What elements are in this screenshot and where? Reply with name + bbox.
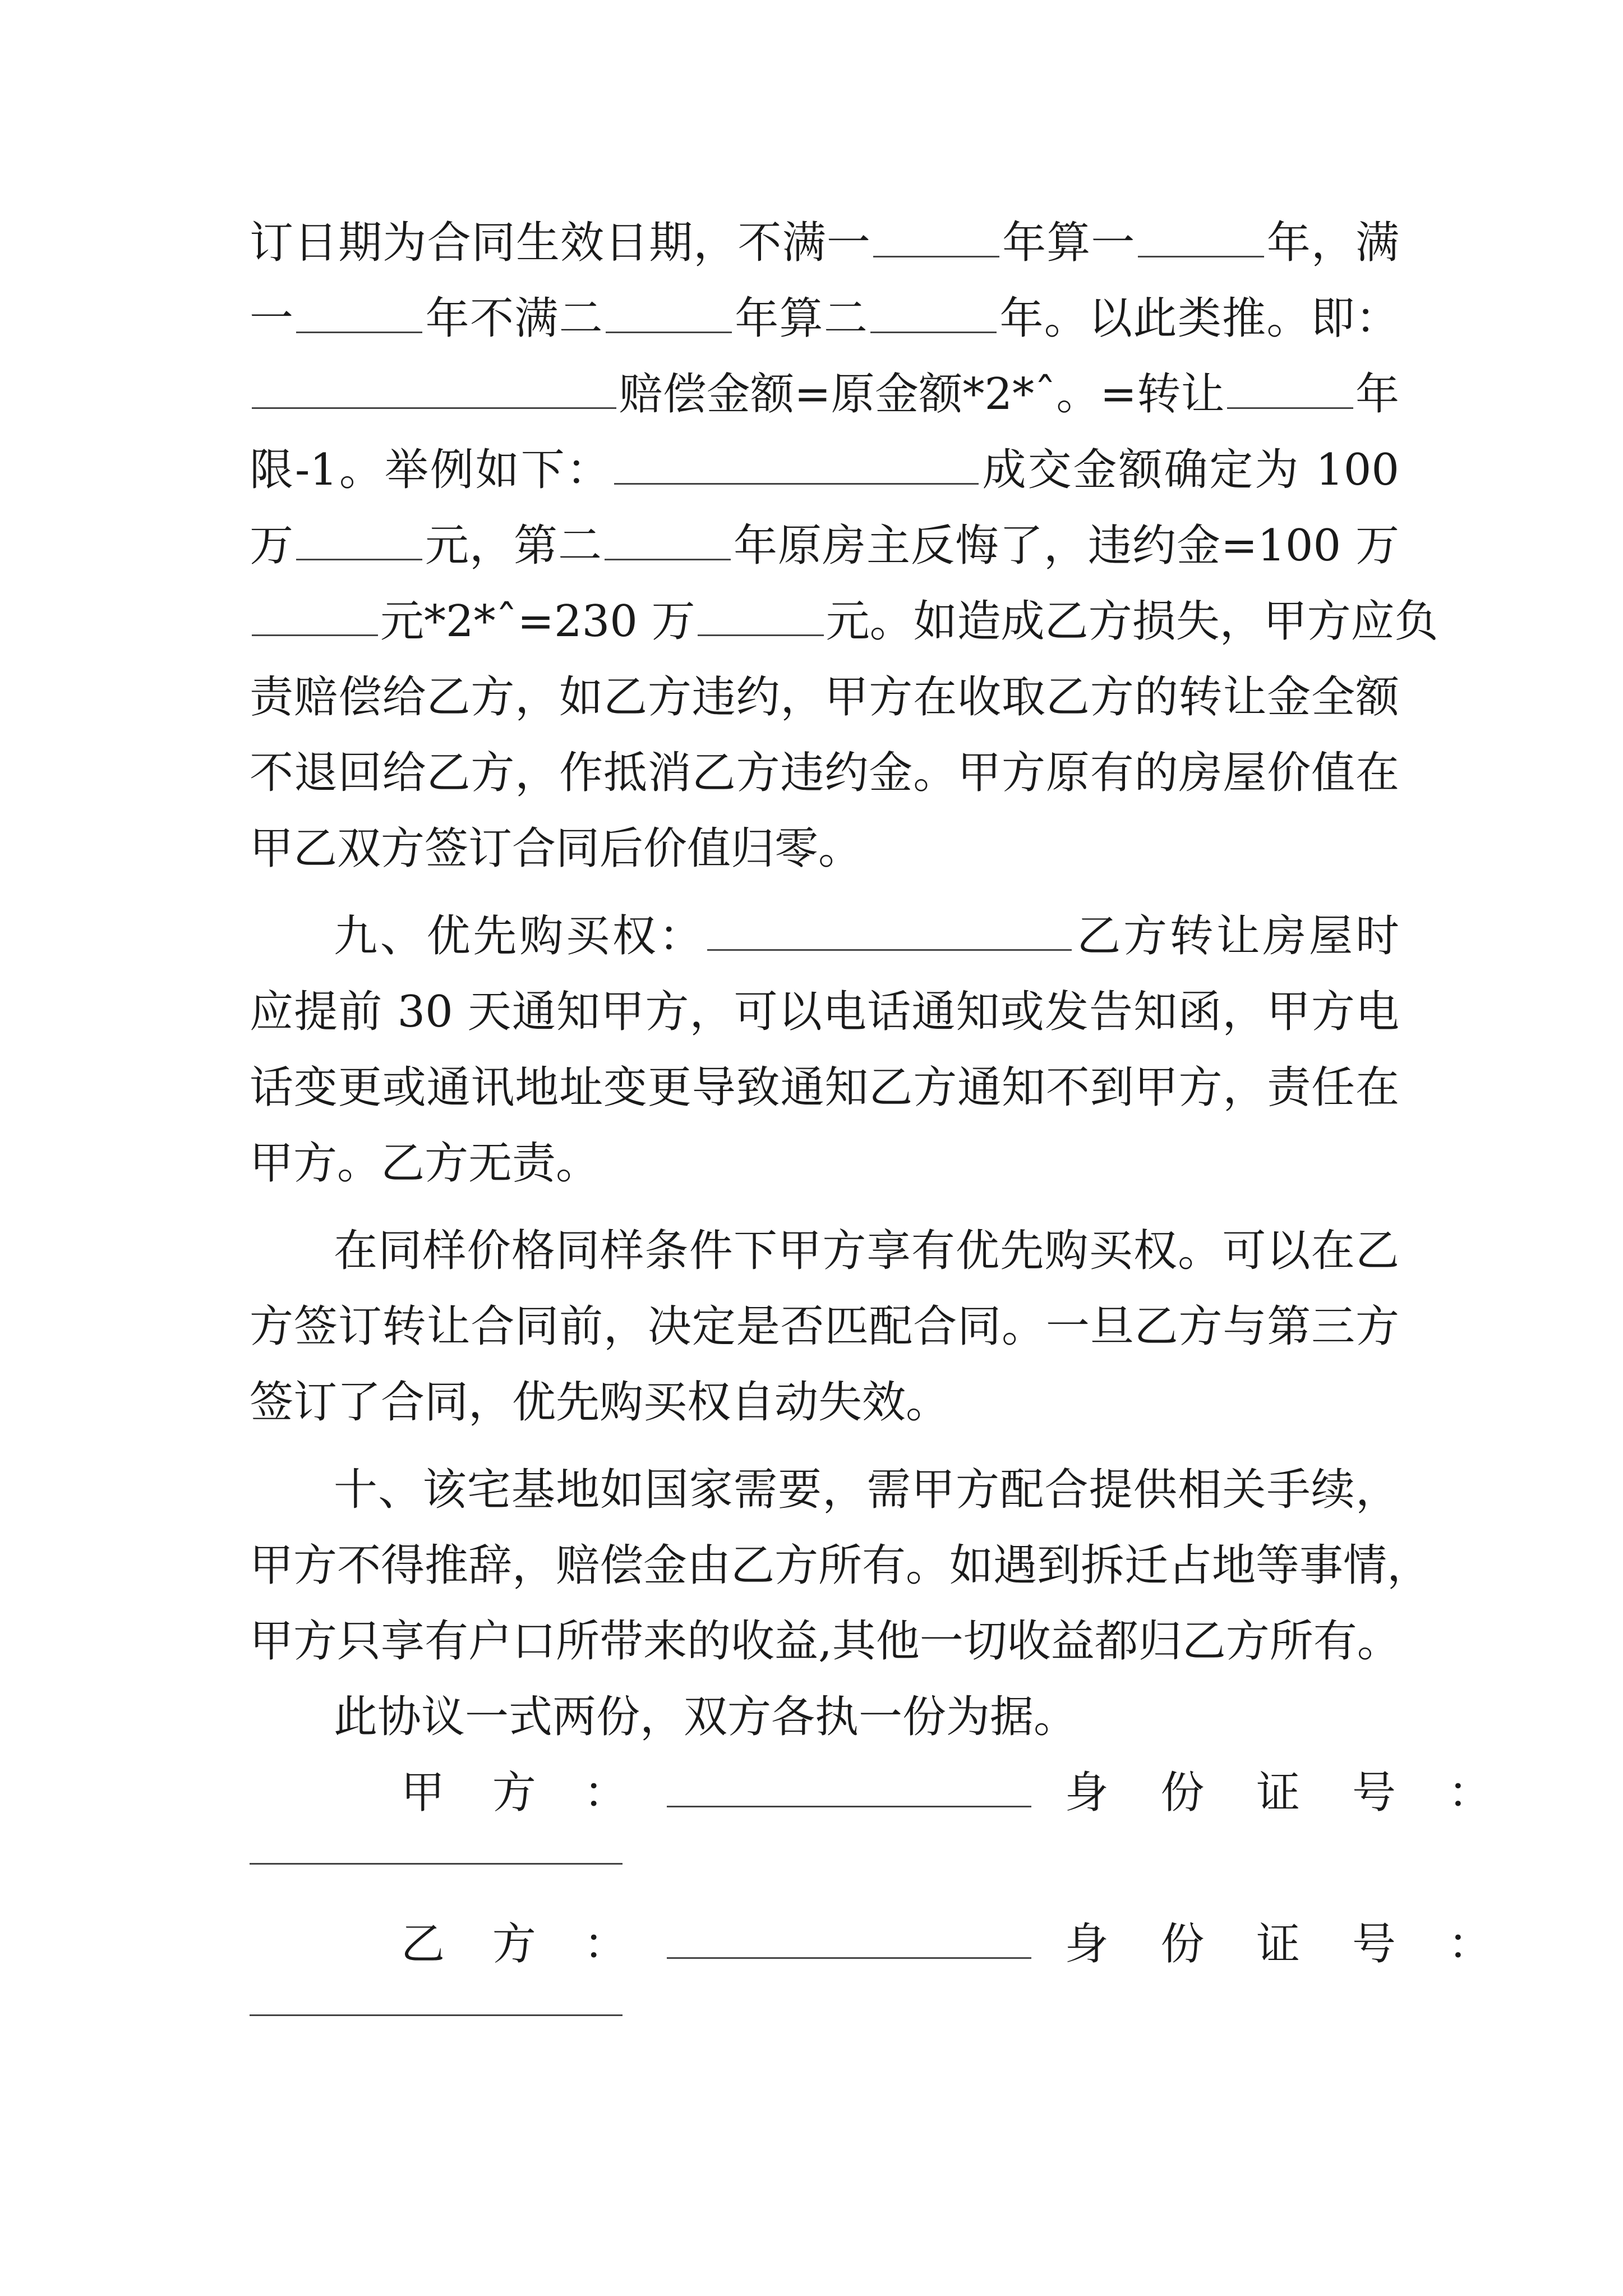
text-line: 一 年不满二 年算二 年。以此类推。即： xyxy=(250,293,1399,344)
fill-blank xyxy=(870,292,997,333)
document-page xyxy=(250,0,1511,2296)
fill-blank xyxy=(707,910,1072,951)
clause-ten-heading: 十、该宅基地如国家需要，需甲方配合提供相关手续， xyxy=(334,1465,1399,1515)
text-line: 责赔偿给乙方，如乙方违约，甲方在收取乙方的转让金全额 xyxy=(250,672,1399,723)
fill-blank xyxy=(296,292,422,333)
fill-blank xyxy=(605,519,731,560)
fill-blank xyxy=(606,292,732,333)
text-line: 赔偿金额=原金额*2*ˆ。=转让 年 xyxy=(250,361,1399,428)
text-line: 限-1。举例如下： 成交金额确定为 100 xyxy=(250,445,1399,495)
fill-blank xyxy=(252,595,378,636)
party-b-id-label: 身 份 证 号 ： xyxy=(1064,1919,1511,1970)
party-b-label: 乙 方 ： xyxy=(401,1919,644,1970)
text-line: 签订了合同，优先购买权自动失效。 xyxy=(250,1377,950,1428)
text-line: 方签订转让合同前，决定是否匹配合同。一旦乙方与第三方 xyxy=(250,1301,1399,1352)
party-b-id-blank xyxy=(250,2014,623,2016)
text-line: 话变更或通讯地址变更导致通知乙方通知不到甲方，责任在 xyxy=(250,1062,1399,1113)
fill-blank xyxy=(296,519,422,560)
text-line: 万 元，第二 年原房主反悔了，违约金=100 万 xyxy=(250,521,1399,571)
closing-statement: 此协议一式两份，双方各执一份为据。 xyxy=(334,1692,1078,1742)
text-line: 不退回给乙方，作抵消乙方违约金。甲方原有的房屋价值在 xyxy=(250,748,1399,798)
party-a-name-blank xyxy=(667,1766,1031,1807)
signature-party-a xyxy=(401,1759,1511,1826)
fill-blank xyxy=(252,368,616,409)
fill-blank xyxy=(1227,368,1353,409)
party-b-name-blank xyxy=(667,1918,1031,1959)
text-line: 订日期为合同生效日期，不满一 年算一 年，满 xyxy=(250,218,1399,268)
text-line: 元*2*ˆ=230 万 元。如造成乙方损失，甲方应负 xyxy=(250,588,1399,655)
text-line: 在同样价格同样条件下甲方享有优先购买权。可以在乙 xyxy=(334,1226,1399,1276)
text-line: 甲方不得推辞，赔偿金由乙方所有。如遇到拆迁占地等事情， xyxy=(250,1540,1431,1591)
text-line: 甲方。乙方无责。 xyxy=(250,1138,600,1189)
text-line: 甲方只享有户口所带来的收益,其他一切收益都归乙方所有。 xyxy=(250,1616,1401,1667)
party-a-id-label: 身 份 证 号 ： xyxy=(1064,1768,1511,1818)
text-line: 甲乙双方签订合同后价值归零。 xyxy=(250,823,863,874)
party-a-label: 甲 方 ： xyxy=(401,1768,644,1818)
signature-party-b xyxy=(401,1911,1511,1978)
fill-blank xyxy=(873,217,999,257)
text-line: 应提前 30 天通知甲方，可以电话通知或发告知函，甲方电 xyxy=(250,987,1399,1037)
fill-blank xyxy=(614,444,979,485)
fill-blank xyxy=(698,595,824,636)
party-a-id-blank xyxy=(250,1863,623,1865)
clause-nine-heading: 九、优先购买权： 乙方转让房屋时 xyxy=(334,911,1399,961)
fill-blank xyxy=(1138,217,1264,257)
